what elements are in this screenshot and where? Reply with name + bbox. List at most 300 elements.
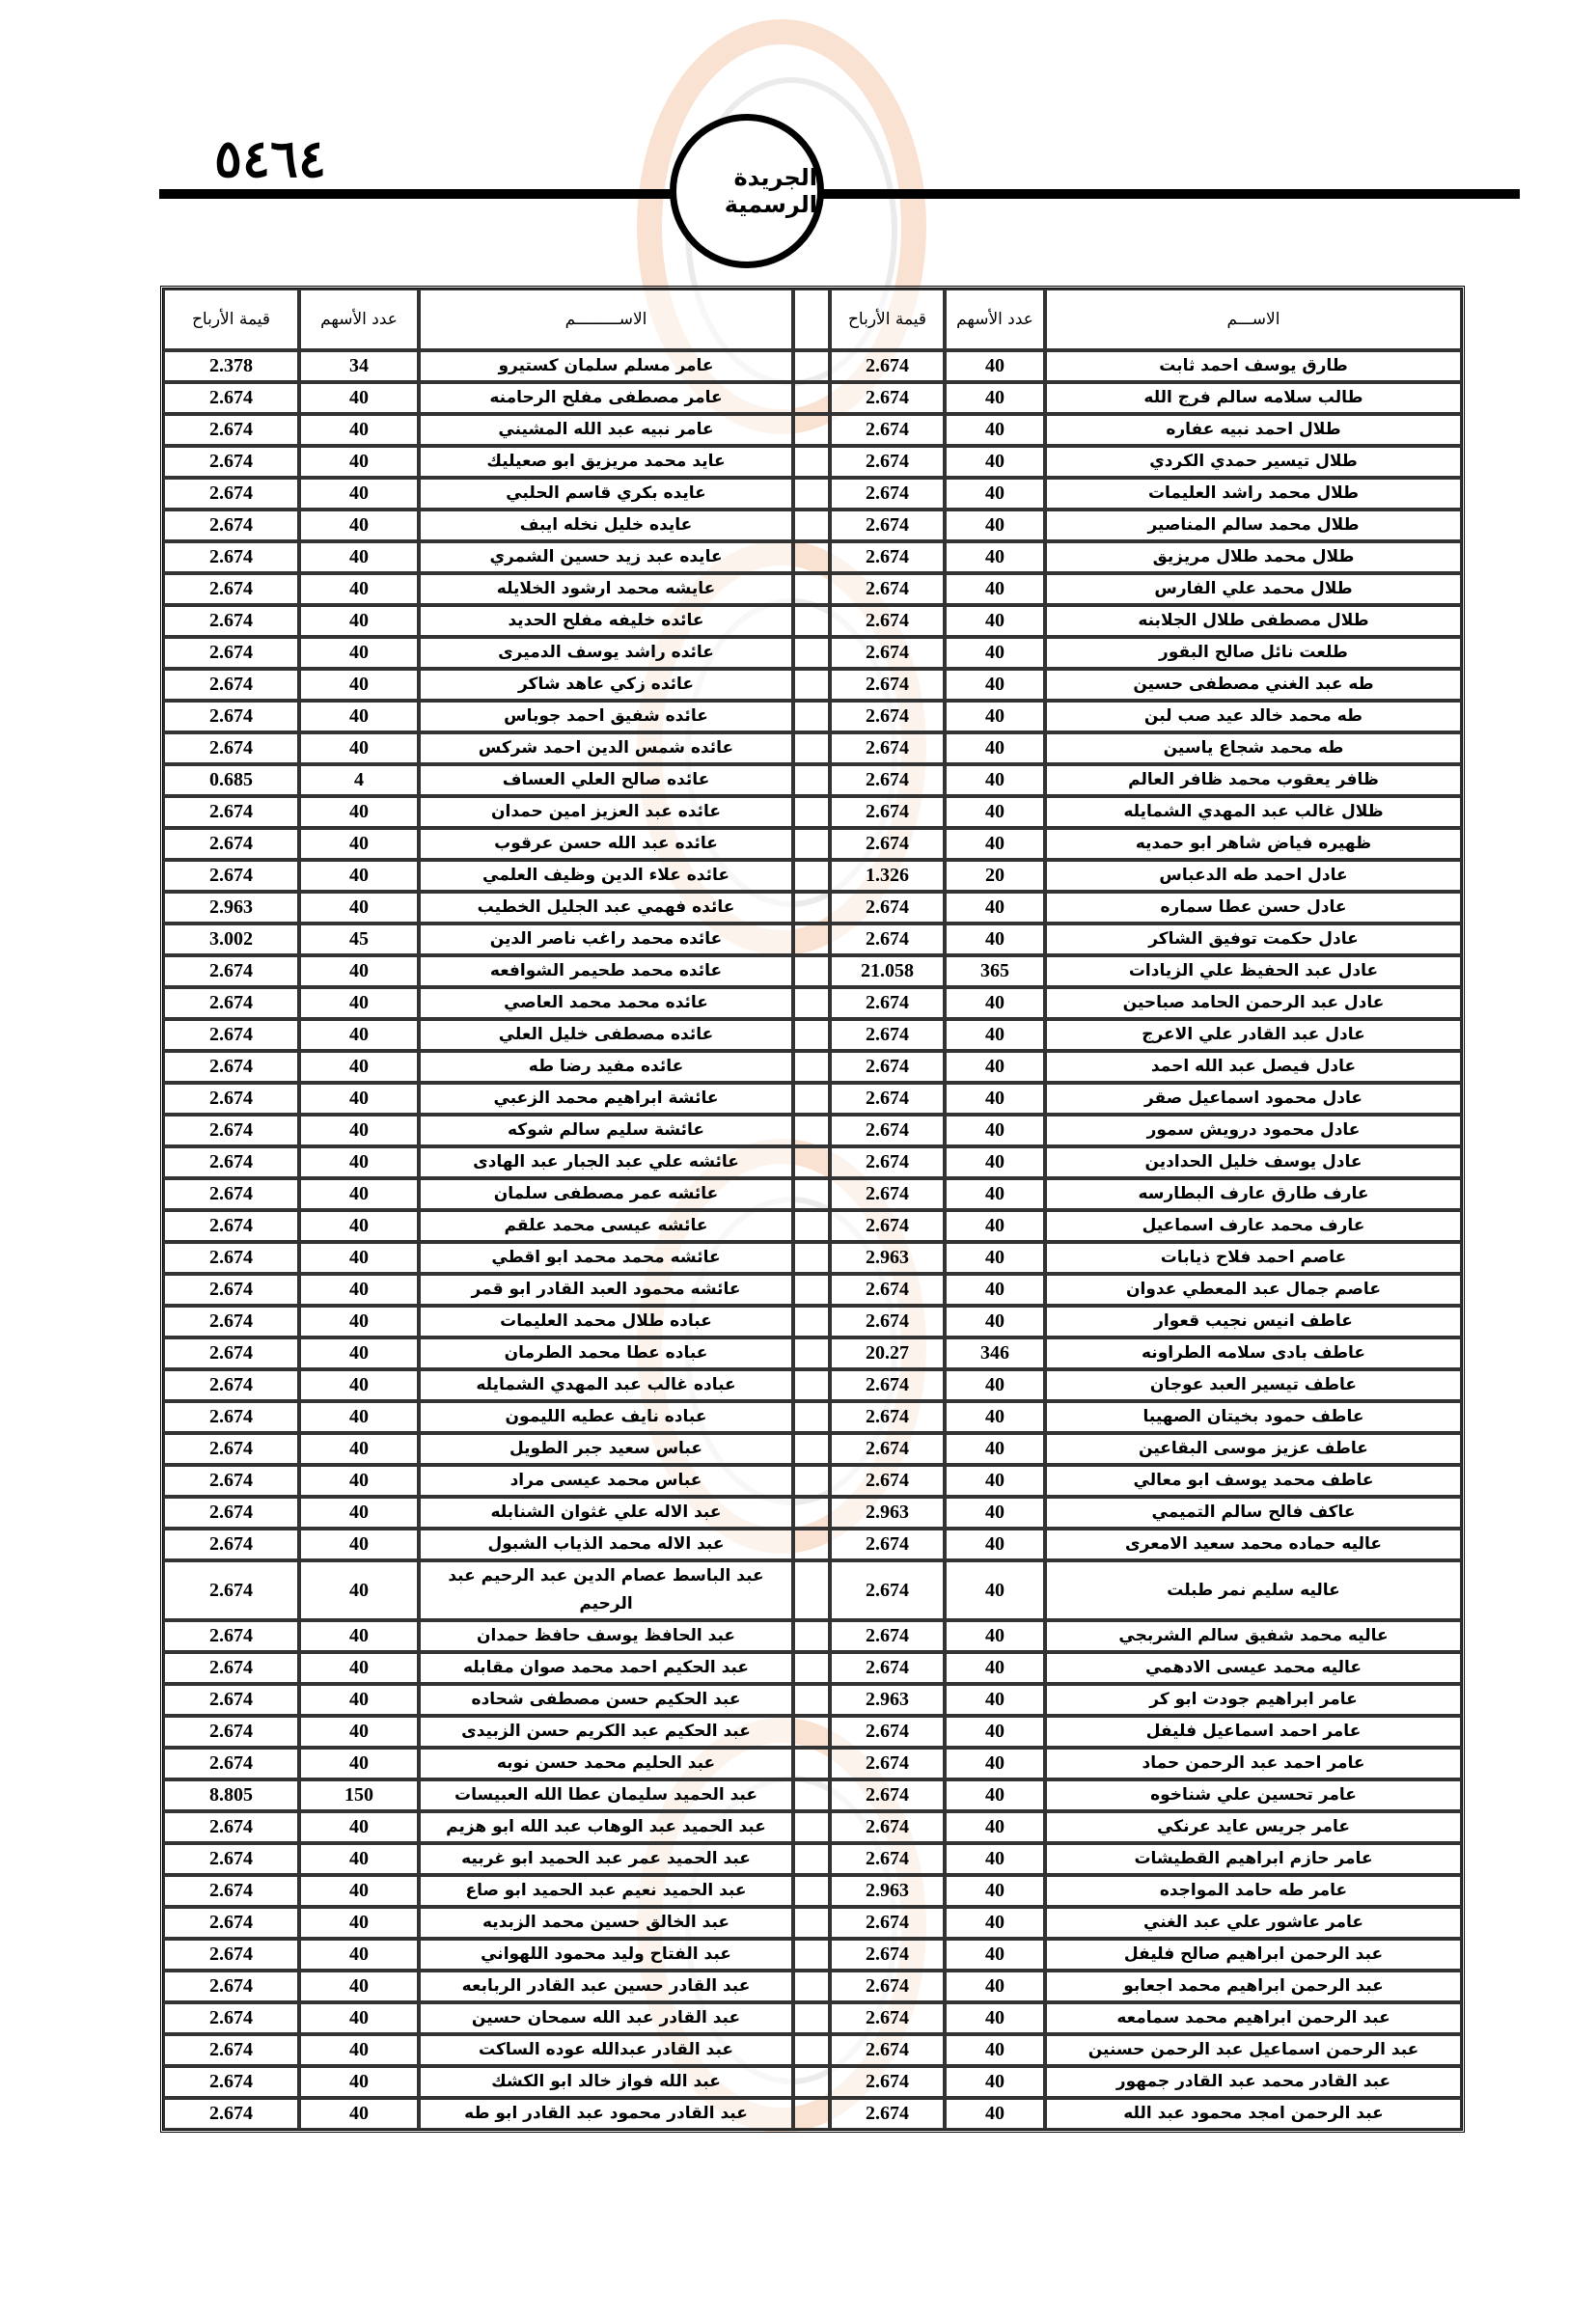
right-shares-cell: 40	[945, 1560, 1045, 1620]
right-dividends-cell: 2.674	[830, 2002, 945, 2034]
right-shares-cell: 40	[945, 1083, 1045, 1115]
right-shares-cell: 40	[945, 987, 1045, 1019]
table-spacer	[793, 924, 830, 955]
left-dividends-cell: 2.963	[163, 892, 299, 924]
left-dividends-cell: 2.674	[163, 2034, 299, 2066]
right-dividends-cell: 2.674	[830, 701, 945, 732]
right-name-cell: عاطف حمود بخيتان الصهيبا	[1045, 1401, 1462, 1433]
left-dividends-cell: 2.674	[163, 1274, 299, 1306]
table-spacer	[793, 414, 830, 446]
left-dividends-header: قيمة الأرباح	[163, 289, 299, 350]
right-shares-cell: 40	[945, 1652, 1045, 1684]
table-spacer	[793, 1971, 830, 2002]
left-name-cell: عبد الاله علي غثوان الشنابله	[419, 1497, 793, 1529]
right-shares-cell: 40	[945, 541, 1045, 573]
left-shares-cell: 40	[299, 1146, 419, 1178]
table-spacer	[793, 1652, 830, 1684]
table-spacer	[793, 1465, 830, 1497]
left-name-cell: عايده خليل نخله ايبف	[419, 510, 793, 541]
right-shares-cell: 40	[945, 892, 1045, 924]
left-name-cell: عباده طلال محمد العليمات	[419, 1306, 793, 1337]
table-spacer	[793, 987, 830, 1019]
right-name-cell: عاصم احمد فلاح ذيابات	[1045, 1242, 1462, 1274]
table-body	[163, 350, 1462, 2130]
right-shares-cell: 40	[945, 382, 1045, 414]
right-dividends-cell: 2.674	[830, 1560, 945, 1620]
left-shares-cell: 40	[299, 1560, 419, 1620]
right-shares-cell: 40	[945, 796, 1045, 828]
right-dividends-cell: 2.674	[830, 1051, 945, 1083]
left-dividends-cell: 2.674	[163, 1465, 299, 1497]
table-row	[163, 669, 1462, 701]
left-shares-cell: 40	[299, 1337, 419, 1369]
left-name-cell: عبد القادر عبد الله سمحان حسين	[419, 2002, 793, 2034]
left-dividends-cell: 2.674	[163, 1083, 299, 1115]
table-row	[163, 446, 1462, 478]
table-spacer	[793, 382, 830, 414]
table-row	[163, 2002, 1462, 2034]
left-shares-cell: 40	[299, 1051, 419, 1083]
right-shares-cell: 40	[945, 1875, 1045, 1907]
right-name-cell: عاليه محمد عيسى الادهمي	[1045, 1652, 1462, 1684]
right-dividends-cell: 2.963	[830, 1875, 945, 1907]
table-row	[163, 924, 1462, 955]
left-name-cell: عائده محمد طحيمر الشوافعه	[419, 955, 793, 987]
right-dividends-cell: 2.674	[830, 637, 945, 669]
table-spacer	[793, 732, 830, 764]
right-name-cell: عاليه حماده محمد سعيد الامعرى	[1045, 1529, 1462, 1560]
left-dividends-cell: 2.674	[163, 1178, 299, 1210]
left-dividends-cell: 2.674	[163, 605, 299, 637]
right-name-cell: طلال محمد راشد العليمات	[1045, 478, 1462, 510]
left-dividends-cell: 2.674	[163, 1019, 299, 1051]
right-shares-cell: 40	[945, 1178, 1045, 1210]
table-row	[163, 1811, 1462, 1843]
right-dividends-cell: 2.674	[830, 1971, 945, 2002]
right-dividends-cell: 2.963	[830, 1242, 945, 1274]
right-name-cell: ظافر يعقوب محمد ظافر العالم	[1045, 764, 1462, 796]
left-shares-cell: 40	[299, 2034, 419, 2066]
left-dividends-cell: 2.674	[163, 1051, 299, 1083]
left-shares-cell: 40	[299, 1529, 419, 1560]
left-shares-cell: 40	[299, 1369, 419, 1401]
left-name-cell: عائده زكي عاهد شاكر	[419, 669, 793, 701]
left-shares-cell: 40	[299, 987, 419, 1019]
right-name-cell: عاليه محمد شفيق سالم الشربجي	[1045, 1620, 1462, 1652]
left-name-cell: عائشه عيسى محمد علقم	[419, 1210, 793, 1242]
left-dividends-cell: 2.674	[163, 2098, 299, 2130]
table-spacer	[793, 955, 830, 987]
right-dividends-cell: 2.674	[830, 1529, 945, 1560]
right-name-cell: عارف طارق عارف البطارسه	[1045, 1178, 1462, 1210]
right-name-cell: عبد الرحمن ابراهيم محمد اجعابو	[1045, 1971, 1462, 2002]
right-shares-cell: 40	[945, 1529, 1045, 1560]
left-dividends-cell: 2.674	[163, 1971, 299, 2002]
table-row	[163, 764, 1462, 796]
right-name-cell: عامر تحسين علي شناخوه	[1045, 1779, 1462, 1811]
table-row	[163, 1433, 1462, 1465]
right-shares-cell: 40	[945, 669, 1045, 701]
left-shares-cell: 40	[299, 1115, 419, 1146]
table-row	[163, 1971, 1462, 2002]
right-name-cell: طه محمد شجاع ياسين	[1045, 732, 1462, 764]
left-dividends-cell: 2.674	[163, 1684, 299, 1716]
right-dividends-cell: 2.674	[830, 1433, 945, 1465]
table-spacer	[793, 1843, 830, 1875]
left-dividends-cell: 2.674	[163, 2066, 299, 2098]
table-spacer	[793, 1115, 830, 1146]
table-spacer	[793, 1242, 830, 1274]
right-dividends-cell: 2.674	[830, 1306, 945, 1337]
right-shares-cell: 40	[945, 1779, 1045, 1811]
table-row	[163, 955, 1462, 987]
left-name-cell: عائده خليفه مفلح الحديد	[419, 605, 793, 637]
right-dividends-cell: 2.674	[830, 1620, 945, 1652]
table-row	[163, 573, 1462, 605]
table-spacer	[793, 1560, 830, 1620]
right-name-cell: طلال مصطفى طلال الجلابنه	[1045, 605, 1462, 637]
table-row	[163, 1684, 1462, 1716]
right-name-cell: عامر طه حامد المواجده	[1045, 1875, 1462, 1907]
right-name-cell: عامر حازم ابراهيم القطيشات	[1045, 1843, 1462, 1875]
table-row	[163, 2066, 1462, 2098]
right-name-cell: طلال تيسير حمدي الكردي	[1045, 446, 1462, 478]
right-dividends-cell: 2.674	[830, 1465, 945, 1497]
right-dividends-cell: 2.674	[830, 1716, 945, 1748]
right-name-cell: عبد القادر محمد عبد القادر جمهور	[1045, 2066, 1462, 2098]
table-spacer	[793, 1306, 830, 1337]
left-shares-cell: 40	[299, 573, 419, 605]
right-dividends-cell: 2.674	[830, 1178, 945, 1210]
left-shares-cell: 40	[299, 1019, 419, 1051]
left-name-cell: عبد الحميد عبد الوهاب عبد الله ابو هزيم	[419, 1811, 793, 1843]
left-name-cell: عائشه محمد محمد ابو اقطي	[419, 1242, 793, 1274]
table-spacer	[793, 1401, 830, 1433]
right-shares-cell: 40	[945, 1146, 1045, 1178]
table-spacer	[793, 2098, 830, 2130]
left-shares-cell: 40	[299, 1620, 419, 1652]
left-name-cell: عائشة ابراهيم محمد الزعبي	[419, 1083, 793, 1115]
table-row	[163, 1529, 1462, 1560]
table-row	[163, 382, 1462, 414]
left-dividends-cell: 2.674	[163, 732, 299, 764]
right-shares-cell: 40	[945, 1433, 1045, 1465]
right-dividends-cell: 2.674	[830, 2098, 945, 2130]
left-name-cell: عبد القادر حسين عبد القادر الربابعه	[419, 1971, 793, 2002]
left-shares-cell: 40	[299, 955, 419, 987]
right-dividends-cell: 2.674	[830, 382, 945, 414]
left-name-cell: عائده علاء الدين وظيف العلمي	[419, 860, 793, 892]
left-dividends-cell: 2.674	[163, 1843, 299, 1875]
left-name-cell: عامر مسلم سلمان كستيرو	[419, 350, 793, 382]
table-spacer	[793, 701, 830, 732]
left-shares-cell: 40	[299, 1907, 419, 1939]
right-name-cell: طه عبد الغني مصطفى حسين	[1045, 669, 1462, 701]
right-name-cell: عادل عبد القادر علي الاعرج	[1045, 1019, 1462, 1051]
table-row	[163, 510, 1462, 541]
left-dividends-cell: 2.674	[163, 573, 299, 605]
right-name-cell: عامر جريس عايد عرنكي	[1045, 1811, 1462, 1843]
right-shares-cell: 40	[945, 1907, 1045, 1939]
left-shares-cell: 4	[299, 764, 419, 796]
table-row	[163, 860, 1462, 892]
right-dividends-cell: 2.674	[830, 1748, 945, 1779]
left-name-cell: عائده فهمي عبد الجليل الخطيب	[419, 892, 793, 924]
right-shares-cell: 40	[945, 1748, 1045, 1779]
right-shares-cell: 40	[945, 1620, 1045, 1652]
right-shares-cell: 40	[945, 2002, 1045, 2034]
left-dividends-cell: 2.674	[163, 478, 299, 510]
right-shares-cell: 346	[945, 1337, 1045, 1369]
right-shares-cell: 365	[945, 955, 1045, 987]
right-shares-cell: 40	[945, 1019, 1045, 1051]
left-dividends-cell: 2.674	[163, 382, 299, 414]
left-name-cell: عبد الحميد عمر عبد الحميد ابو غربيه	[419, 1843, 793, 1875]
right-shares-cell: 40	[945, 2034, 1045, 2066]
right-dividends-cell: 2.674	[830, 1779, 945, 1811]
table-row	[163, 478, 1462, 510]
left-shares-cell: 40	[299, 1971, 419, 2002]
left-shares-cell: 40	[299, 1716, 419, 1748]
right-dividends-cell: 2.674	[830, 987, 945, 1019]
table-spacer	[793, 289, 830, 350]
right-name-cell: عامر احمد اسماعيل فليفل	[1045, 1716, 1462, 1748]
left-dividends-cell: 2.674	[163, 1401, 299, 1433]
table-spacer	[793, 1019, 830, 1051]
left-shares-cell: 40	[299, 1684, 419, 1716]
table-row	[163, 350, 1462, 382]
right-shares-cell: 40	[945, 1811, 1045, 1843]
right-name-cell: طلال احمد نبيه عفاره	[1045, 414, 1462, 446]
right-shares-cell: 40	[945, 1401, 1045, 1433]
left-shares-cell: 40	[299, 2066, 419, 2098]
left-name-cell: عائشه عمر مصطفى سلمان	[419, 1178, 793, 1210]
table-spacer	[793, 1529, 830, 1560]
left-name-cell: عامر نبيه عبد الله المشيني	[419, 414, 793, 446]
table-row	[163, 828, 1462, 860]
table-row	[163, 1115, 1462, 1146]
right-dividends-cell: 2.674	[830, 414, 945, 446]
right-dividends-cell: 2.674	[830, 764, 945, 796]
left-dividends-cell: 2.378	[163, 350, 299, 382]
left-name-cell: عامر مصطفى مفلح الرحامنه	[419, 382, 793, 414]
left-name-cell: عباده عطا محمد الطرمان	[419, 1337, 793, 1369]
right-dividends-cell: 2.674	[830, 510, 945, 541]
left-shares-cell: 40	[299, 2002, 419, 2034]
table-row	[163, 1560, 1462, 1620]
table-row	[163, 1907, 1462, 1939]
left-shares-cell: 40	[299, 1939, 419, 1971]
left-shares-cell: 40	[299, 446, 419, 478]
left-shares-cell: 40	[299, 2098, 419, 2130]
table-row	[163, 1146, 1462, 1178]
right-dividends-cell: 2.674	[830, 1274, 945, 1306]
right-name-cell: عاطف بادى سلامه الطراونه	[1045, 1337, 1462, 1369]
right-name-cell: عاطف عزيز موسى البقاعين	[1045, 1433, 1462, 1465]
right-name-cell: عادل محمود درويش سمور	[1045, 1115, 1462, 1146]
left-dividends-cell: 2.674	[163, 1433, 299, 1465]
left-dividends-cell: 2.674	[163, 1811, 299, 1843]
right-shares-cell: 40	[945, 1684, 1045, 1716]
table-spacer	[793, 1497, 830, 1529]
left-name-cell: عبد الخالق حسين محمد الزبديه	[419, 1907, 793, 1939]
left-shares-cell: 34	[299, 350, 419, 382]
table-row	[163, 1652, 1462, 1684]
left-shares-cell: 40	[299, 1433, 419, 1465]
table-row	[163, 892, 1462, 924]
left-dividends-cell: 2.674	[163, 1529, 299, 1560]
right-shares-cell: 40	[945, 1843, 1045, 1875]
left-name-cell: عبد الباسط عصام الدين عبد الرحيم عبد الرحيم	[419, 1560, 793, 1620]
table-row	[163, 1210, 1462, 1242]
table-row	[163, 1939, 1462, 1971]
right-name-cell: عادل يوسف خليل الحدادين	[1045, 1146, 1462, 1178]
left-name-cell: عايد محمد مريزيق ابو صعيليك	[419, 446, 793, 478]
table-row	[163, 1401, 1462, 1433]
right-shares-cell: 40	[945, 637, 1045, 669]
left-name-cell: عايده عبد زيد حسين الشمري	[419, 541, 793, 573]
right-shares-cell: 40	[945, 764, 1045, 796]
right-shares-cell: 40	[945, 2098, 1045, 2130]
right-name-cell: عاصم جمال عبد المعطي عدوان	[1045, 1274, 1462, 1306]
left-shares-cell: 40	[299, 1875, 419, 1907]
right-dividends-cell: 2.674	[830, 1146, 945, 1178]
right-shares-cell: 40	[945, 701, 1045, 732]
table-row	[163, 2034, 1462, 2066]
left-name-cell: عبد الاله محمد الذياب الشبول	[419, 1529, 793, 1560]
publication-title-badge	[670, 114, 824, 268]
left-name-cell: عبد الحميد سليمان عطا الله العبيسات	[419, 1779, 793, 1811]
table-row	[163, 1748, 1462, 1779]
right-dividends-cell: 2.674	[830, 1907, 945, 1939]
left-dividends-cell: 2.674	[163, 987, 299, 1019]
right-name-cell: عاطف انيس نجيب قعوار	[1045, 1306, 1462, 1337]
right-dividends-cell: 2.674	[830, 2034, 945, 2066]
left-dividends-cell: 2.674	[163, 1560, 299, 1620]
left-name-cell: عبد القادر عبدالله عوده الساكت	[419, 2034, 793, 2066]
right-dividends-cell: 2.674	[830, 1019, 945, 1051]
right-dividends-cell: 2.674	[830, 541, 945, 573]
right-dividends-cell: 2.963	[830, 1497, 945, 1529]
left-name-cell: عائده محمد راغب ناصر الدين	[419, 924, 793, 955]
left-name-cell: عبد الحكيم احمد محمد صوان مقابله	[419, 1652, 793, 1684]
table-spacer	[793, 573, 830, 605]
left-name-cell: عائده شمس الدين احمد شركس	[419, 732, 793, 764]
left-shares-cell: 40	[299, 1497, 419, 1529]
table-spacer	[793, 2066, 830, 2098]
left-dividends-cell: 2.674	[163, 1939, 299, 1971]
table-row	[163, 1178, 1462, 1210]
table-spacer	[793, 1083, 830, 1115]
right-dividends-cell: 2.674	[830, 478, 945, 510]
table-spacer	[793, 350, 830, 382]
right-dividends-cell: 2.674	[830, 2066, 945, 2098]
left-shares-cell: 40	[299, 1465, 419, 1497]
right-shares-cell: 40	[945, 1274, 1045, 1306]
left-name-cell: عبد الحافظ يوسف حافظ حمدان	[419, 1620, 793, 1652]
right-name-cell: عادل حسن عطا سماره	[1045, 892, 1462, 924]
table-spacer	[793, 1907, 830, 1939]
table-spacer	[793, 1684, 830, 1716]
right-dividends-cell: 2.674	[830, 1401, 945, 1433]
right-dividends-cell: 2.674	[830, 1652, 945, 1684]
left-shares-cell: 40	[299, 541, 419, 573]
table-row	[163, 1369, 1462, 1401]
right-dividends-cell: 2.674	[830, 1210, 945, 1242]
left-name-cell: عائده صالح العلي العساف	[419, 764, 793, 796]
right-shares-cell: 40	[945, 478, 1045, 510]
left-name-cell: عباده غالب عبد المهدي الشمايله	[419, 1369, 793, 1401]
right-shares-header: عدد الأسهم	[945, 289, 1045, 350]
table-spacer	[793, 1939, 830, 1971]
left-name-cell: عائشه محمود العبد القادر ابو قمر	[419, 1274, 793, 1306]
right-dividends-cell: 2.674	[830, 1811, 945, 1843]
right-name-cell: عامر ابراهيم جودت ابو كر	[1045, 1684, 1462, 1716]
left-name-cell: عائشه علي عبد الجبار عبد الهادى	[419, 1146, 793, 1178]
left-shares-cell: 40	[299, 382, 419, 414]
left-name-cell: عائده شفيق احمد جوباس	[419, 701, 793, 732]
table-spacer	[793, 860, 830, 892]
right-name-cell: طلال محمد طلال مريزيق	[1045, 541, 1462, 573]
left-dividends-cell: 2.674	[163, 1620, 299, 1652]
left-name-cell: عبد الحليم محمد حسن نوبه	[419, 1748, 793, 1779]
table-row	[163, 701, 1462, 732]
left-name-cell: عبد القادر محمود عبد القادر ابو طه	[419, 2098, 793, 2130]
right-name-cell: عادل محمود اسماعيل صقر	[1045, 1083, 1462, 1115]
left-shares-cell: 40	[299, 1242, 419, 1274]
table-row	[163, 1242, 1462, 1274]
right-shares-cell: 40	[945, 1971, 1045, 2002]
right-shares-cell: 40	[945, 1369, 1045, 1401]
right-shares-cell: 40	[945, 1497, 1045, 1529]
table-spacer	[793, 2034, 830, 2066]
right-dividends-cell: 2.674	[830, 669, 945, 701]
left-name-cell: عباس سعيد جبر الطويل	[419, 1433, 793, 1465]
table-row	[163, 1274, 1462, 1306]
left-name-cell: عبد الحكيم عبد الكريم حسن الزبيدى	[419, 1716, 793, 1748]
table-row	[163, 605, 1462, 637]
left-dividends-cell: 2.674	[163, 1875, 299, 1907]
right-shares-cell: 40	[945, 1115, 1045, 1146]
right-shares-cell: 40	[945, 510, 1045, 541]
table-row	[163, 414, 1462, 446]
left-dividends-cell: 2.674	[163, 1210, 299, 1242]
table-spacer	[793, 510, 830, 541]
table-spacer	[793, 1369, 830, 1401]
left-dividends-cell: 2.674	[163, 669, 299, 701]
left-shares-header: عدد الأسهم	[299, 289, 419, 350]
right-name-cell: عارف محمد عارف اسماعيل	[1045, 1210, 1462, 1242]
left-dividends-cell: 3.002	[163, 924, 299, 955]
right-name-cell: عادل عبد الحفيظ علي الزيادات	[1045, 955, 1462, 987]
right-dividends-header: قيمة الأرباح	[830, 289, 945, 350]
right-shares-cell: 40	[945, 414, 1045, 446]
right-dividends-cell: 21.058	[830, 955, 945, 987]
right-shares-cell: 40	[945, 2066, 1045, 2098]
right-name-cell: عادل عبد الرحمن الحامد صباحين	[1045, 987, 1462, 1019]
right-shares-cell: 40	[945, 573, 1045, 605]
table-spacer	[793, 1620, 830, 1652]
right-shares-cell: 40	[945, 828, 1045, 860]
left-dividends-cell: 2.674	[163, 541, 299, 573]
right-dividends-cell: 2.674	[830, 605, 945, 637]
left-shares-cell: 40	[299, 1401, 419, 1433]
table-spacer	[793, 1210, 830, 1242]
left-dividends-cell: 2.674	[163, 1716, 299, 1748]
right-name-cell: عاطف تيسير العبد عوجان	[1045, 1369, 1462, 1401]
left-dividends-cell: 2.674	[163, 637, 299, 669]
right-dividends-cell: 2.674	[830, 924, 945, 955]
